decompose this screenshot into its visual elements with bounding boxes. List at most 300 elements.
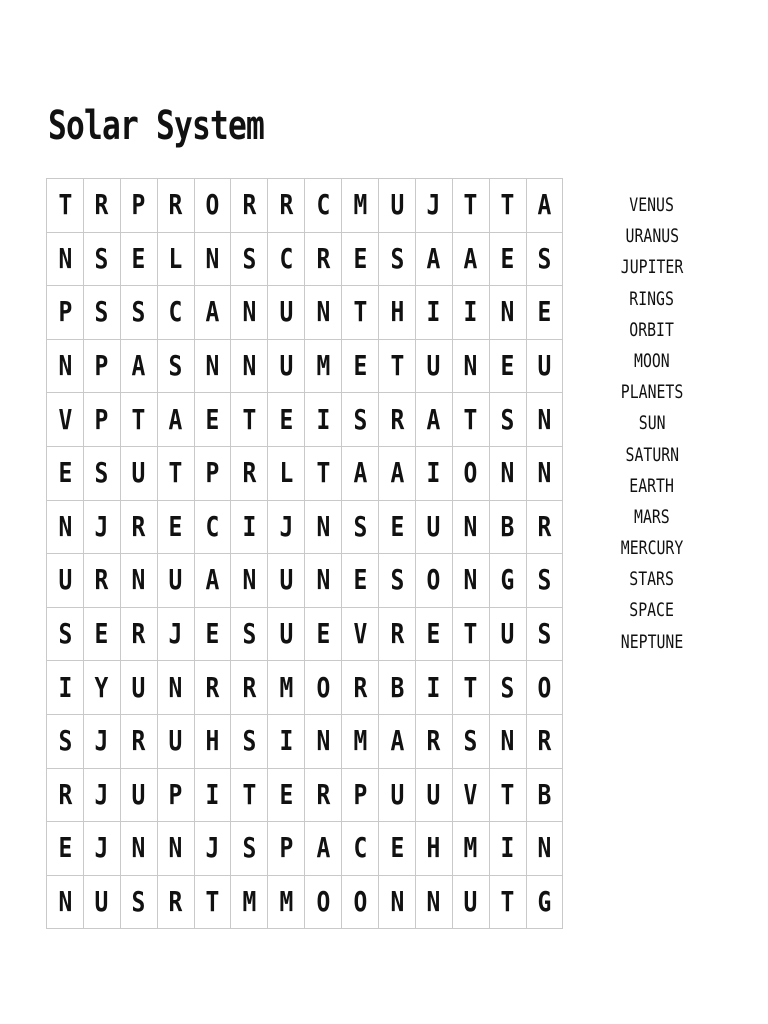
grid-cell: [231, 232, 268, 286]
grid-row: [47, 286, 563, 340]
grid-cell: [47, 179, 84, 233]
grid-letter: A: [390, 456, 404, 490]
grid-letter: R: [58, 777, 72, 811]
grid-cell: [231, 339, 268, 393]
grid-cell: [120, 661, 157, 715]
grid-letter: J: [279, 509, 294, 543]
word-list-item: [612, 377, 692, 408]
grid-letter: H: [426, 831, 441, 865]
grid-cell: [231, 554, 268, 608]
grid-cell: [526, 446, 563, 500]
grid-letter: L: [168, 241, 183, 275]
grid-cell: [452, 607, 489, 661]
grid-letter: N: [463, 349, 478, 383]
grid-cell: [379, 768, 416, 822]
word-list-item: [612, 595, 692, 626]
grid-cell: [268, 875, 305, 929]
grid-row: [47, 232, 563, 286]
grid-letter: E: [279, 402, 294, 436]
grid-cell: [83, 714, 120, 768]
grid-cell: [415, 661, 452, 715]
grid-letter: R: [131, 509, 146, 543]
grid-cell: [194, 607, 231, 661]
grid-letter: P: [94, 349, 109, 383]
grid-letter: J: [94, 831, 109, 865]
grid-cell: [489, 286, 526, 340]
word-list-item: [612, 471, 692, 502]
grid-letter: O: [316, 670, 331, 704]
grid-letter: R: [390, 402, 404, 436]
grid-letter: R: [131, 724, 146, 758]
grid-letter: T: [500, 188, 515, 222]
grid-cell: [194, 554, 231, 608]
grid-cell: [379, 339, 416, 393]
grid-cell: [489, 875, 526, 929]
grid-letter: S: [537, 563, 552, 597]
grid-cell: [489, 232, 526, 286]
grid-letter: C: [279, 241, 294, 275]
grid-cell: [231, 714, 268, 768]
grid-cell: [47, 768, 84, 822]
grid-cell: [415, 339, 452, 393]
grid-letter: J: [426, 188, 441, 222]
grid-letter: O: [463, 456, 478, 490]
grid-row: [47, 554, 563, 608]
grid-cell: [194, 232, 231, 286]
grid-cell: [231, 393, 268, 447]
grid-letter: U: [279, 349, 294, 383]
grid-letter: N: [58, 885, 72, 919]
grid-cell: [194, 339, 231, 393]
grid-letter: J: [168, 617, 183, 651]
grid-letter: N: [131, 831, 146, 865]
grid-cell: [157, 339, 194, 393]
grid-letter: N: [58, 349, 72, 383]
grid-letter: S: [537, 241, 552, 275]
grid-letter: N: [242, 295, 257, 329]
grid-cell: [120, 768, 157, 822]
grid-letter: N: [205, 241, 220, 275]
grid-row: [47, 500, 563, 554]
grid-cell: [231, 661, 268, 715]
grid-cell: [526, 554, 563, 608]
grid-letter: E: [390, 509, 404, 543]
word-list-item: [612, 315, 692, 346]
grid-cell: [194, 500, 231, 554]
grid-letter: E: [279, 777, 294, 811]
grid-cell: [452, 232, 489, 286]
word-label: JUPITER: [620, 256, 684, 279]
grid-cell: [342, 768, 379, 822]
grid-cell: [157, 822, 194, 876]
grid-letter: I: [316, 402, 331, 436]
grid-letter: N: [58, 241, 72, 275]
grid-cell: [452, 875, 489, 929]
grid-letter: T: [242, 402, 257, 436]
grid-cell: [194, 714, 231, 768]
grid-cell: [526, 822, 563, 876]
grid-cell: [194, 661, 231, 715]
grid-cell: [415, 393, 452, 447]
grid-cell: [47, 822, 84, 876]
grid-cell: [342, 232, 379, 286]
grid-cell: [194, 875, 231, 929]
grid-letter: I: [500, 831, 515, 865]
grid-cell: [489, 393, 526, 447]
grid-cell: [452, 822, 489, 876]
grid-cell: [157, 500, 194, 554]
word-list-item: [612, 564, 692, 595]
grid-cell: [342, 446, 379, 500]
grid-cell: [231, 446, 268, 500]
grid-letter: U: [390, 188, 404, 222]
grid-cell: [47, 286, 84, 340]
grid-cell: [526, 179, 563, 233]
grid-letter: S: [94, 456, 109, 490]
grid-cell: [194, 822, 231, 876]
word-label: EARTH: [629, 474, 675, 497]
grid-cell: [342, 661, 379, 715]
grid-cell: [83, 232, 120, 286]
grid-letter: R: [205, 670, 220, 704]
grid-letter: T: [205, 885, 220, 919]
grid-letter: N: [463, 509, 478, 543]
grid-letter: N: [537, 402, 552, 436]
grid-letter: A: [537, 188, 552, 222]
grid-cell: [268, 179, 305, 233]
grid-cell: [47, 607, 84, 661]
grid-letter: M: [279, 670, 294, 704]
grid-letter: R: [353, 670, 367, 704]
grid-cell: [120, 339, 157, 393]
grid-letter: S: [58, 617, 72, 651]
grid-letter: M: [353, 188, 367, 222]
grid-cell: [157, 446, 194, 500]
grid-cell: [268, 822, 305, 876]
word-list-item: [612, 627, 692, 658]
grid-letter: I: [426, 456, 441, 490]
word-list-item: [612, 346, 692, 377]
grid-letter: E: [390, 831, 404, 865]
grid-cell: [526, 607, 563, 661]
grid-cell: [47, 554, 84, 608]
grid-letter: N: [500, 724, 515, 758]
grid-cell: [157, 554, 194, 608]
grid-letter: P: [94, 402, 109, 436]
grid-letter: T: [500, 885, 515, 919]
grid-letter: S: [500, 670, 515, 704]
grid-letter: B: [500, 509, 515, 543]
grid-cell: [342, 714, 379, 768]
grid-letter: E: [205, 617, 220, 651]
grid-letter: U: [58, 563, 72, 597]
grid-letter: N: [316, 295, 331, 329]
grid-cell: [379, 500, 416, 554]
grid-cell: [194, 393, 231, 447]
grid-cell: [526, 232, 563, 286]
grid-cell: [489, 500, 526, 554]
grid-letter: N: [131, 563, 146, 597]
grid-row: [47, 875, 563, 929]
grid-cell: [83, 179, 120, 233]
grid-letter: S: [390, 563, 404, 597]
word-list-item: [612, 440, 692, 471]
grid-letter: R: [131, 617, 146, 651]
grid-letter: P: [279, 831, 294, 865]
grid-letter: E: [353, 563, 367, 597]
grid-cell: [83, 822, 120, 876]
grid-cell: [157, 179, 194, 233]
grid-letter: N: [500, 295, 515, 329]
grid-letter: N: [316, 724, 331, 758]
grid-letter: U: [94, 885, 109, 919]
grid-cell: [489, 607, 526, 661]
grid-cell: [231, 875, 268, 929]
grid-cell: [452, 554, 489, 608]
grid-cell: [157, 393, 194, 447]
grid-letter: S: [168, 349, 183, 383]
word-label: SATURN: [625, 443, 679, 466]
grid-letter: N: [426, 885, 441, 919]
grid-letter: R: [94, 188, 109, 222]
grid-cell: [157, 768, 194, 822]
grid-letter: U: [426, 509, 441, 543]
grid-cell: [489, 661, 526, 715]
grid-letter: U: [168, 724, 183, 758]
grid-letter: S: [500, 402, 515, 436]
grid-letter: T: [168, 456, 183, 490]
grid-letter: P: [205, 456, 220, 490]
grid-letter: O: [316, 885, 331, 919]
grid-row: [47, 179, 563, 233]
grid-letter: E: [353, 349, 367, 383]
grid-cell: [342, 875, 379, 929]
grid-cell: [268, 232, 305, 286]
word-label: NEPTUNE: [620, 630, 684, 653]
grid-cell: [342, 393, 379, 447]
grid-letter: E: [205, 402, 220, 436]
grid-cell: [305, 179, 342, 233]
grid-letter: G: [500, 563, 515, 597]
grid-letter: R: [242, 456, 257, 490]
grid-letter: T: [500, 777, 515, 811]
grid-cell: [120, 232, 157, 286]
grid-cell: [526, 768, 563, 822]
grid-letter: E: [316, 617, 331, 651]
grid-letter: J: [94, 724, 109, 758]
grid-cell: [231, 179, 268, 233]
grid-cell: [379, 822, 416, 876]
grid-letter: U: [168, 563, 183, 597]
grid-cell: [452, 661, 489, 715]
grid-letter: J: [205, 831, 220, 865]
grid-letter: S: [463, 724, 478, 758]
word-label: MARS: [634, 505, 670, 528]
grid-cell: [83, 875, 120, 929]
grid-letter: I: [58, 670, 72, 704]
grid-cell: [120, 875, 157, 929]
grid-letter: R: [168, 188, 183, 222]
grid-letter: N: [58, 509, 72, 543]
grid-letter: U: [279, 563, 294, 597]
grid-cell: [268, 393, 305, 447]
grid-letter: U: [279, 295, 294, 329]
grid-cell: [268, 661, 305, 715]
grid-cell: [120, 286, 157, 340]
grid-cell: [47, 232, 84, 286]
grid-cell: [379, 661, 416, 715]
grid-letter: E: [131, 241, 146, 275]
grid-letter: T: [131, 402, 146, 436]
grid-cell: [489, 179, 526, 233]
grid-letter: S: [242, 241, 257, 275]
word-label: STARS: [629, 568, 675, 591]
grid-cell: [83, 286, 120, 340]
grid-letter: O: [537, 670, 552, 704]
grid-letter: B: [537, 777, 552, 811]
grid-cell: [120, 393, 157, 447]
grid-letter: A: [426, 241, 441, 275]
grid-letter: S: [131, 295, 146, 329]
grid-cell: [452, 286, 489, 340]
grid-letter: I: [242, 509, 257, 543]
grid-letter: S: [537, 617, 552, 651]
grid-letter: R: [537, 509, 552, 543]
grid-letter: U: [500, 617, 515, 651]
grid-cell: [379, 446, 416, 500]
grid-letter: U: [426, 349, 441, 383]
grid-letter: L: [279, 456, 294, 490]
grid-cell: [489, 714, 526, 768]
grid-letter: T: [316, 456, 331, 490]
grid-cell: [379, 393, 416, 447]
grid-cell: [83, 500, 120, 554]
grid-cell: [305, 661, 342, 715]
grid-cell: [194, 179, 231, 233]
grid-cell: [342, 500, 379, 554]
grid-letter: T: [242, 777, 257, 811]
grid-letter: S: [94, 241, 109, 275]
word-list-item: [612, 533, 692, 564]
grid-cell: [268, 714, 305, 768]
grid-letter: N: [316, 563, 331, 597]
grid-cell: [415, 875, 452, 929]
grid-letter: C: [168, 295, 183, 329]
grid-cell: [157, 875, 194, 929]
grid-cell: [120, 607, 157, 661]
grid-letter: M: [353, 724, 367, 758]
grid-cell: [379, 179, 416, 233]
grid-letter: I: [426, 670, 441, 704]
grid-letter: S: [242, 617, 257, 651]
grid-cell: [489, 339, 526, 393]
grid-letter: R: [316, 777, 331, 811]
grid-cell: [526, 339, 563, 393]
grid-cell: [415, 446, 452, 500]
grid-cell: [305, 446, 342, 500]
grid-letter: H: [205, 724, 220, 758]
grid-cell: [83, 607, 120, 661]
grid-letter: N: [390, 885, 404, 919]
grid-cell: [47, 500, 84, 554]
grid-letter: T: [353, 295, 367, 329]
grid-cell: [526, 500, 563, 554]
grid-cell: [526, 286, 563, 340]
grid-cell: [489, 446, 526, 500]
grid-cell: [305, 714, 342, 768]
grid-letter: T: [463, 670, 478, 704]
grid-letter: V: [58, 402, 72, 436]
grid-cell: [157, 286, 194, 340]
grid-letter: E: [426, 617, 441, 651]
grid-letter: S: [390, 241, 404, 275]
grid-letter: C: [353, 831, 367, 865]
grid-letter: A: [463, 241, 478, 275]
grid-cell: [231, 500, 268, 554]
word-label: SPACE: [629, 599, 675, 622]
grid-letter: E: [537, 295, 552, 329]
grid-letter: N: [205, 349, 220, 383]
grid-letter: N: [500, 456, 515, 490]
grid-letter: S: [58, 724, 72, 758]
word-list-item: [612, 284, 692, 315]
grid-cell: [83, 554, 120, 608]
word-list-item: [612, 502, 692, 533]
word-list-item: [612, 252, 692, 283]
grid-cell: [47, 661, 84, 715]
grid-cell: [452, 446, 489, 500]
grid-cell: [526, 714, 563, 768]
grid-letter: M: [463, 831, 478, 865]
grid-cell: [268, 339, 305, 393]
grid-letter: T: [463, 617, 478, 651]
grid-cell: [415, 179, 452, 233]
grid-cell: [489, 768, 526, 822]
grid-cell: [47, 714, 84, 768]
grid-cell: [305, 393, 342, 447]
grid-cell: [305, 607, 342, 661]
grid-letter: B: [390, 670, 404, 704]
grid-row: [47, 822, 563, 876]
grid-cell: [194, 446, 231, 500]
grid-letter: I: [463, 295, 478, 329]
grid-letter: U: [131, 777, 146, 811]
grid-letter: G: [537, 885, 552, 919]
grid-cell: [194, 286, 231, 340]
grid-letter: P: [353, 777, 367, 811]
grid-cell: [120, 714, 157, 768]
grid-letter: T: [390, 349, 404, 383]
grid-letter: P: [58, 295, 72, 329]
grid-cell: [342, 822, 379, 876]
grid-letter: Y: [94, 670, 109, 704]
grid-letter: A: [426, 402, 441, 436]
grid-letter: T: [463, 402, 478, 436]
grid-cell: [83, 768, 120, 822]
grid-cell: [526, 393, 563, 447]
grid-cell: [268, 500, 305, 554]
grid-cell: [157, 607, 194, 661]
word-label: URANUS: [625, 225, 679, 248]
grid-cell: [231, 768, 268, 822]
grid-letter: V: [463, 777, 478, 811]
grid-cell: [415, 554, 452, 608]
grid-row: [47, 714, 563, 768]
grid-cell: [83, 446, 120, 500]
grid-letter: U: [279, 617, 294, 651]
grid-cell: [305, 500, 342, 554]
grid-letter: M: [242, 885, 257, 919]
